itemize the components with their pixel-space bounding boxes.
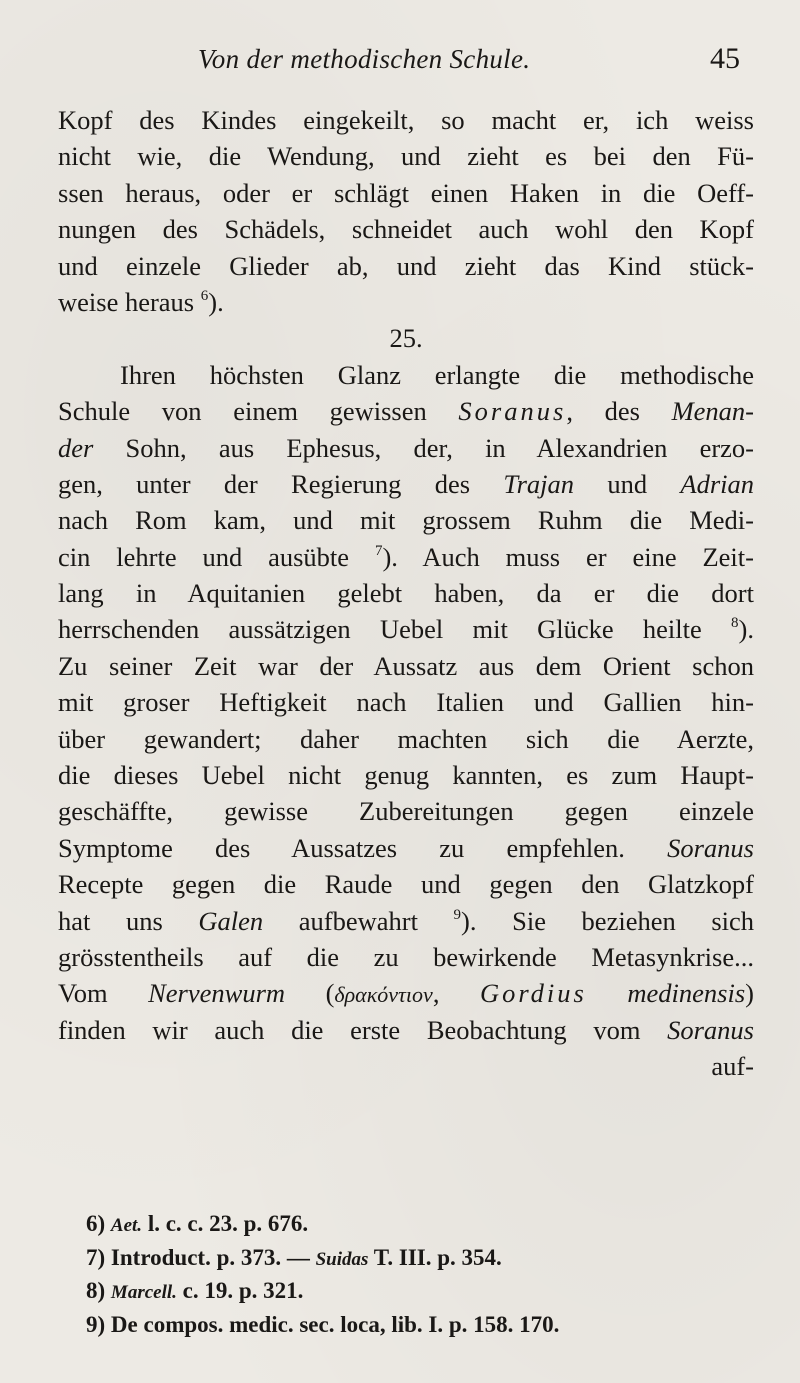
text-line: grösstentheils auf die zu bewirkende Metasynkrise...: [58, 941, 754, 972]
footnote: 6) Aet. l. c. c. 23. p. 676.: [86, 1211, 309, 1236]
text-line: weise heraus $^6$).: [58, 286, 224, 317]
text-line: Symptome des Aussatzes zu empfehlen. Soranus: [58, 832, 754, 863]
text-line: finden wir auch die erste Beobachtung vom Soranus: [58, 1014, 754, 1045]
text-line: Schule von einem gewissen Soranus, des Menan-: [58, 396, 754, 427]
text-line: nungen des Schädels, schneidet auch wohl den Kopf: [58, 214, 754, 245]
footnotes: [86, 1208, 746, 1342]
footnote-marker: 6: [200, 287, 209, 304]
text-line: über gewandert; daher machten sich die Aerzte,: [58, 723, 754, 754]
text-line: hat uns Galen aufbewahrt $^9$). Sie beziehen sich: [58, 905, 754, 936]
footnote: 8) Marcell. c. 19. p. 321.: [86, 1278, 304, 1303]
text-line: nicht wie, die Wendung, und zieht es bei den Fü-: [58, 141, 754, 172]
text-line: lang in Aquitanien gelebt haben, da er die dort: [58, 578, 754, 609]
text-line: cin lehrte und ausübte $^7$). Auch muss er eine Zeit-: [58, 541, 754, 572]
text-line: Kopf des Kindes eingekeilt, so macht er, ich weiss: [58, 105, 754, 135]
footnote-marker: 7: [374, 542, 383, 559]
page-number: 45: [710, 42, 740, 75]
text-line: geschäffte, gewisse Zubereitungen gegen einzele: [58, 796, 754, 827]
text-line: Zu seiner Zeit war der Aussatz aus dem Orient schon: [58, 650, 754, 681]
text-line: mit groser Heftigkeit nach Italien und Gallien hin-: [58, 687, 754, 718]
catchword: auf-: [711, 1051, 754, 1082]
body-text: [58, 102, 754, 1085]
section-number: 25.: [389, 323, 423, 354]
text-line: Recepte gegen die Raude und gegen den Glatzkopf: [58, 869, 754, 900]
running-title: Von der methodischen Schule.: [198, 44, 531, 74]
text-line: herrschenden aussätzigen Uebel mit Glücke heilte $^8$).: [58, 614, 754, 645]
text-line: gen, unter der Regierung des Trajan und Adrian: [58, 468, 754, 499]
text-line: Vom Nervenwurm (δρακόντιον, Gordius medinensis): [58, 978, 754, 1009]
footnote-marker: 9: [453, 906, 462, 923]
footnote: 7) Introduct. p. 373. — Suidas T. III. p. 354.: [86, 1244, 502, 1270]
text-line: Ihren höchsten Glanz erlangte die methodische: [120, 359, 754, 390]
page-header: [60, 44, 760, 84]
text-line: und einzele Glieder ab, und zieht das Kind stück-: [58, 250, 754, 281]
text-line: die dieses Uebel nicht genug kannten, es zum Haupt-: [58, 760, 754, 791]
text-line: der Sohn, aus Ephesus, der, in Alexandrien erzo-: [58, 432, 754, 463]
text-line: ssen heraus, oder er schlägt einen Haken in die Oeff-: [58, 177, 754, 208]
footnote: 9) De compos. medic. sec. loca, lib. I. p. 158. 170.: [86, 1311, 560, 1337]
text-line: nach Rom kam, und mit grossem Ruhm die Medi-: [58, 505, 754, 536]
footnote-marker: 8: [731, 615, 739, 632]
